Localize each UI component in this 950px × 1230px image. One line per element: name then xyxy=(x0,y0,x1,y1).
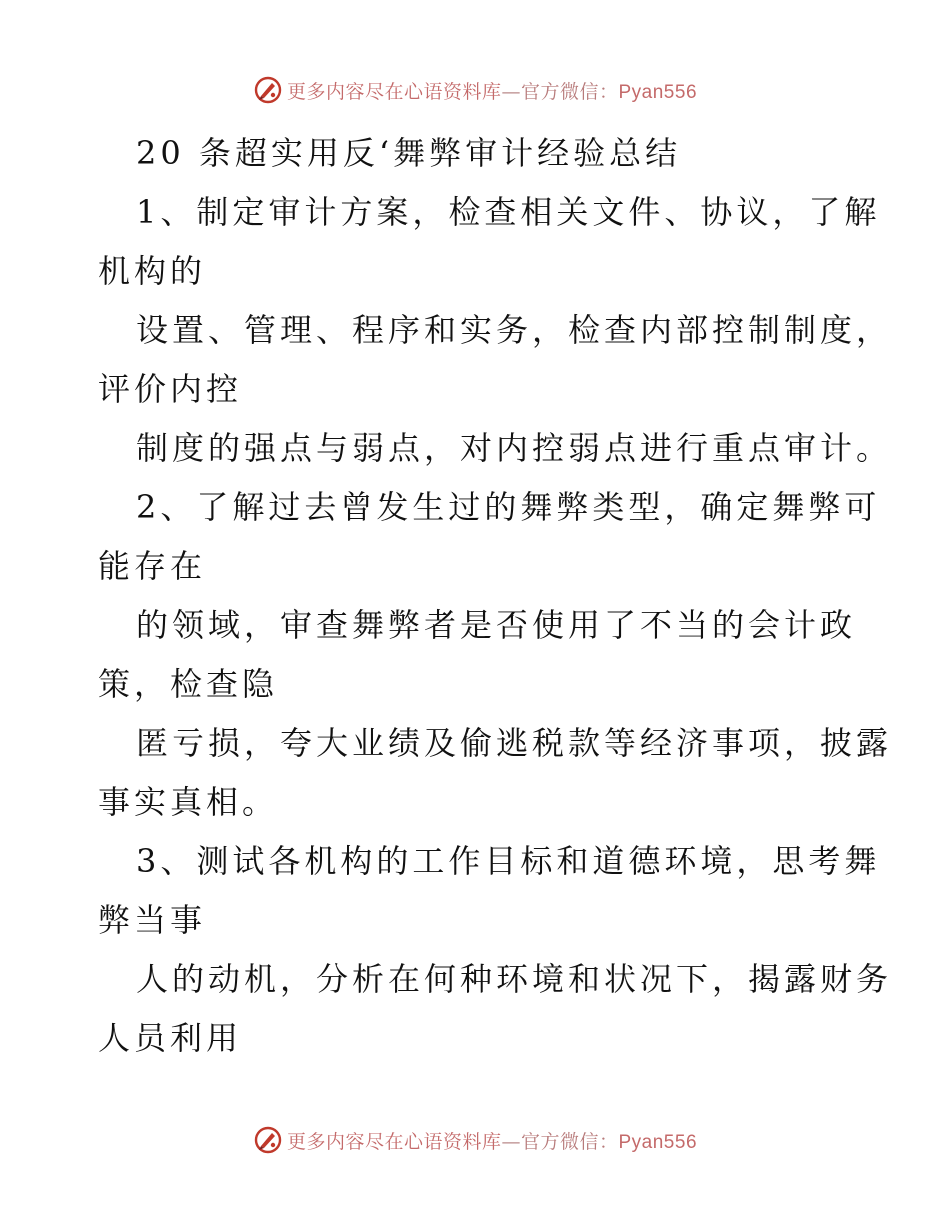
footer-banner xyxy=(0,1120,950,1160)
document-line: 人员利用 xyxy=(98,1019,243,1057)
document-line: 2、了解过去曾发生过的舞弊类型，确定舞弊可 xyxy=(136,488,881,526)
header-banner xyxy=(0,70,950,110)
header-brand-text: 更多内容尽在心语资料库 xyxy=(286,80,502,103)
document-line: 能存在 xyxy=(98,547,207,585)
header-wechat-label: 官方微信： xyxy=(520,80,619,103)
document-line: 事实真相。 xyxy=(98,783,279,821)
footer-separator: — xyxy=(501,1130,521,1153)
document-body xyxy=(98,124,893,1068)
pen-logo-icon xyxy=(253,75,283,105)
pen-logo-icon xyxy=(253,1125,283,1155)
document-line: 匿亏损，夸大业绩及偷逃税款等经济事项，披露 xyxy=(136,724,893,762)
document-line: 评价内控 xyxy=(98,370,243,408)
document-line: 人的动机，分析在何种环境和状况下，揭露财务 xyxy=(136,960,893,998)
footer-brand-text: 更多内容尽在心语资料库 xyxy=(286,1130,502,1153)
footer-wechat-label: 官方微信： xyxy=(520,1130,619,1153)
document-line: 弊当事 xyxy=(98,901,207,939)
document-line: 策，检查隐 xyxy=(98,665,279,703)
document-line: 3、测试各机构的工作目标和道德环境，思考舞 xyxy=(136,842,881,880)
document-line: 机构的 xyxy=(98,252,207,290)
document-line: 的领域，审查舞弊者是否使用了不当的会计政 xyxy=(136,606,857,644)
header-banner-text xyxy=(287,77,697,104)
footer-wechat-id: Pyan556 xyxy=(618,1131,698,1153)
document-title: 20 条超实用反‘舞弊审计经验总结 xyxy=(136,134,682,172)
header-separator: — xyxy=(501,80,521,103)
footer-banner-text xyxy=(287,1127,697,1154)
document-line: 1、制定审计方案，检查相关文件、协议，了解 xyxy=(136,193,881,231)
document-line: 制度的强点与弱点，对内控弱点进行重点审计。 xyxy=(136,429,893,467)
document-line: 设置、管理、程序和实务，检查内部控制制度， xyxy=(136,311,893,349)
header-wechat-id: Pyan556 xyxy=(618,81,698,103)
